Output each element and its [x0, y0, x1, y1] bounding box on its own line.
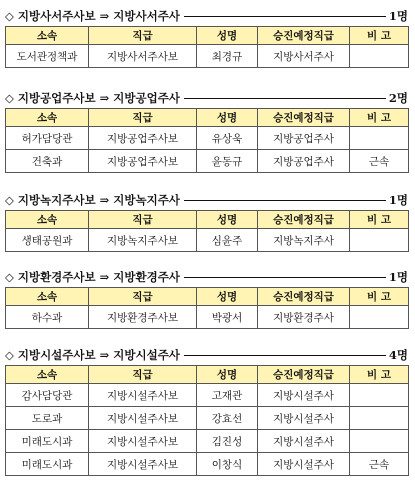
cell-promo-rank: 지방시설주사: [258, 384, 350, 407]
col-header-name: 성명: [197, 27, 258, 45]
section-header: [5, 88, 408, 108]
section-header: [5, 345, 408, 365]
cell-dept: 하수과: [6, 306, 89, 329]
table-row: [6, 430, 409, 453]
col-header-promo-rank: 승진예정직급: [258, 366, 350, 384]
col-header-remark: 비 고: [350, 27, 409, 45]
table-row: [6, 45, 409, 68]
cell-dept: 감사담당관: [6, 384, 89, 407]
cell-rank: 지방사서주사보: [89, 45, 197, 68]
section-count: 2명: [388, 91, 408, 105]
table-row: [6, 306, 409, 329]
col-header-dept: 소속: [6, 366, 89, 384]
table-row: [6, 150, 409, 173]
table-header-row: [6, 109, 409, 127]
cell-rank: 지방시설주사보: [89, 384, 197, 407]
section-environment: [5, 267, 408, 329]
cell-dept: 도서관정책과: [6, 45, 89, 68]
col-header-dept: 소속: [6, 211, 89, 229]
section-header: [5, 190, 408, 210]
cell-remark: [350, 306, 409, 329]
section-title: ◇ 지방시설주사보 ⇒ 지방시설주사: [5, 348, 180, 362]
cell-dept: 건축과: [6, 150, 89, 173]
table-row: [6, 384, 409, 407]
cell-rank: 지방시설주사보: [89, 453, 197, 476]
cell-promo-rank: 지방시설주사: [258, 407, 350, 430]
cell-rank: 지방공업주사보: [89, 150, 197, 173]
cell-dept: 미래도시과: [6, 453, 89, 476]
cell-promo-rank: 지방환경주사: [258, 306, 350, 329]
col-header-promo-rank: 승진예정직급: [258, 211, 350, 229]
cell-name: 박광서: [197, 306, 258, 329]
col-header-remark: 비 고: [350, 211, 409, 229]
cell-dept: 생태공원과: [6, 229, 89, 252]
cell-promo-rank: 지방공업주사: [258, 127, 350, 150]
section-title: ◇ 지방녹지주사보 ⇒ 지방녹지주사: [5, 193, 180, 207]
col-header-remark: 비 고: [350, 288, 409, 306]
section-rule: [184, 277, 386, 278]
cell-remark: [350, 45, 409, 68]
section-rule: [184, 98, 386, 99]
col-header-rank: 직급: [89, 211, 197, 229]
section-count: 1명: [388, 9, 408, 23]
col-header-dept: 소속: [6, 109, 89, 127]
promotion-table: [5, 287, 409, 329]
cell-remark: [350, 229, 409, 252]
table-header-row: [6, 366, 409, 384]
col-header-rank: 직급: [89, 27, 197, 45]
section-rule: [184, 16, 386, 17]
promotion-table: [5, 365, 409, 476]
section-industrial: [5, 88, 408, 173]
cell-name: 유상욱: [197, 127, 258, 150]
cell-promo-rank: 지방시설주사: [258, 430, 350, 453]
cell-promo-rank: 지방사서주사: [258, 45, 350, 68]
promotion-table: [5, 210, 409, 252]
cell-remark: 근속: [350, 150, 409, 173]
table-row: [6, 453, 409, 476]
col-header-name: 성명: [197, 109, 258, 127]
cell-promo-rank: 지방공업주사: [258, 150, 350, 173]
col-header-dept: 소속: [6, 288, 89, 306]
cell-remark: [350, 430, 409, 453]
table-header-row: [6, 288, 409, 306]
col-header-promo-rank: 승진예정직급: [258, 27, 350, 45]
col-header-remark: 비 고: [350, 109, 409, 127]
promotion-table: [5, 26, 409, 68]
table-header-row: [6, 27, 409, 45]
col-header-rank: 직급: [89, 109, 197, 127]
cell-rank: 지방시설주사보: [89, 407, 197, 430]
col-header-promo-rank: 승진예정직급: [258, 288, 350, 306]
cell-name: 이창식: [197, 453, 258, 476]
section-librarian: [5, 6, 408, 68]
section-count: 1명: [388, 270, 408, 284]
cell-promo-rank: 지방시설주사: [258, 453, 350, 476]
cell-name: 강효선: [197, 407, 258, 430]
section-landscape: [5, 190, 408, 252]
cell-rank: 지방시설주사보: [89, 430, 197, 453]
col-header-dept: 소속: [6, 27, 89, 45]
cell-rank: 지방환경주사보: [89, 306, 197, 329]
cell-dept: 허가담당관: [6, 127, 89, 150]
cell-remark: 근속: [350, 453, 409, 476]
section-rule: [184, 200, 386, 201]
col-header-name: 성명: [197, 366, 258, 384]
cell-dept: 도로과: [6, 407, 89, 430]
table-header-row: [6, 211, 409, 229]
cell-dept: 미래도시과: [6, 430, 89, 453]
col-header-rank: 직급: [89, 288, 197, 306]
cell-remark: [350, 127, 409, 150]
col-header-name: 성명: [197, 288, 258, 306]
cell-remark: [350, 407, 409, 430]
col-header-name: 성명: [197, 211, 258, 229]
promotion-table: [5, 108, 409, 173]
section-count: 1명: [388, 193, 408, 207]
cell-name: 최경규: [197, 45, 258, 68]
table-row: [6, 127, 409, 150]
cell-rank: 지방녹지주사보: [89, 229, 197, 252]
table-row: [6, 407, 409, 430]
cell-remark: [350, 384, 409, 407]
section-header: [5, 267, 408, 287]
section-count: 4명: [388, 348, 408, 362]
section-rule: [184, 355, 386, 356]
cell-name: 고재관: [197, 384, 258, 407]
section-title: ◇ 지방사서주사보 ⇒ 지방사서주사: [5, 9, 180, 23]
cell-name: 윤동규: [197, 150, 258, 173]
section-header: [5, 6, 408, 26]
col-header-remark: 비 고: [350, 366, 409, 384]
table-row: [6, 229, 409, 252]
cell-promo-rank: 지방녹지주사: [258, 229, 350, 252]
cell-name: 심윤주: [197, 229, 258, 252]
col-header-rank: 직급: [89, 366, 197, 384]
section-title: ◇ 지방환경주사보 ⇒ 지방환경주사: [5, 270, 180, 284]
section-title: ◇ 지방공업주사보 ⇒ 지방공업주사: [5, 91, 180, 105]
cell-rank: 지방공업주사보: [89, 127, 197, 150]
col-header-promo-rank: 승진예정직급: [258, 109, 350, 127]
section-facility: [5, 345, 408, 476]
cell-name: 김진성: [197, 430, 258, 453]
